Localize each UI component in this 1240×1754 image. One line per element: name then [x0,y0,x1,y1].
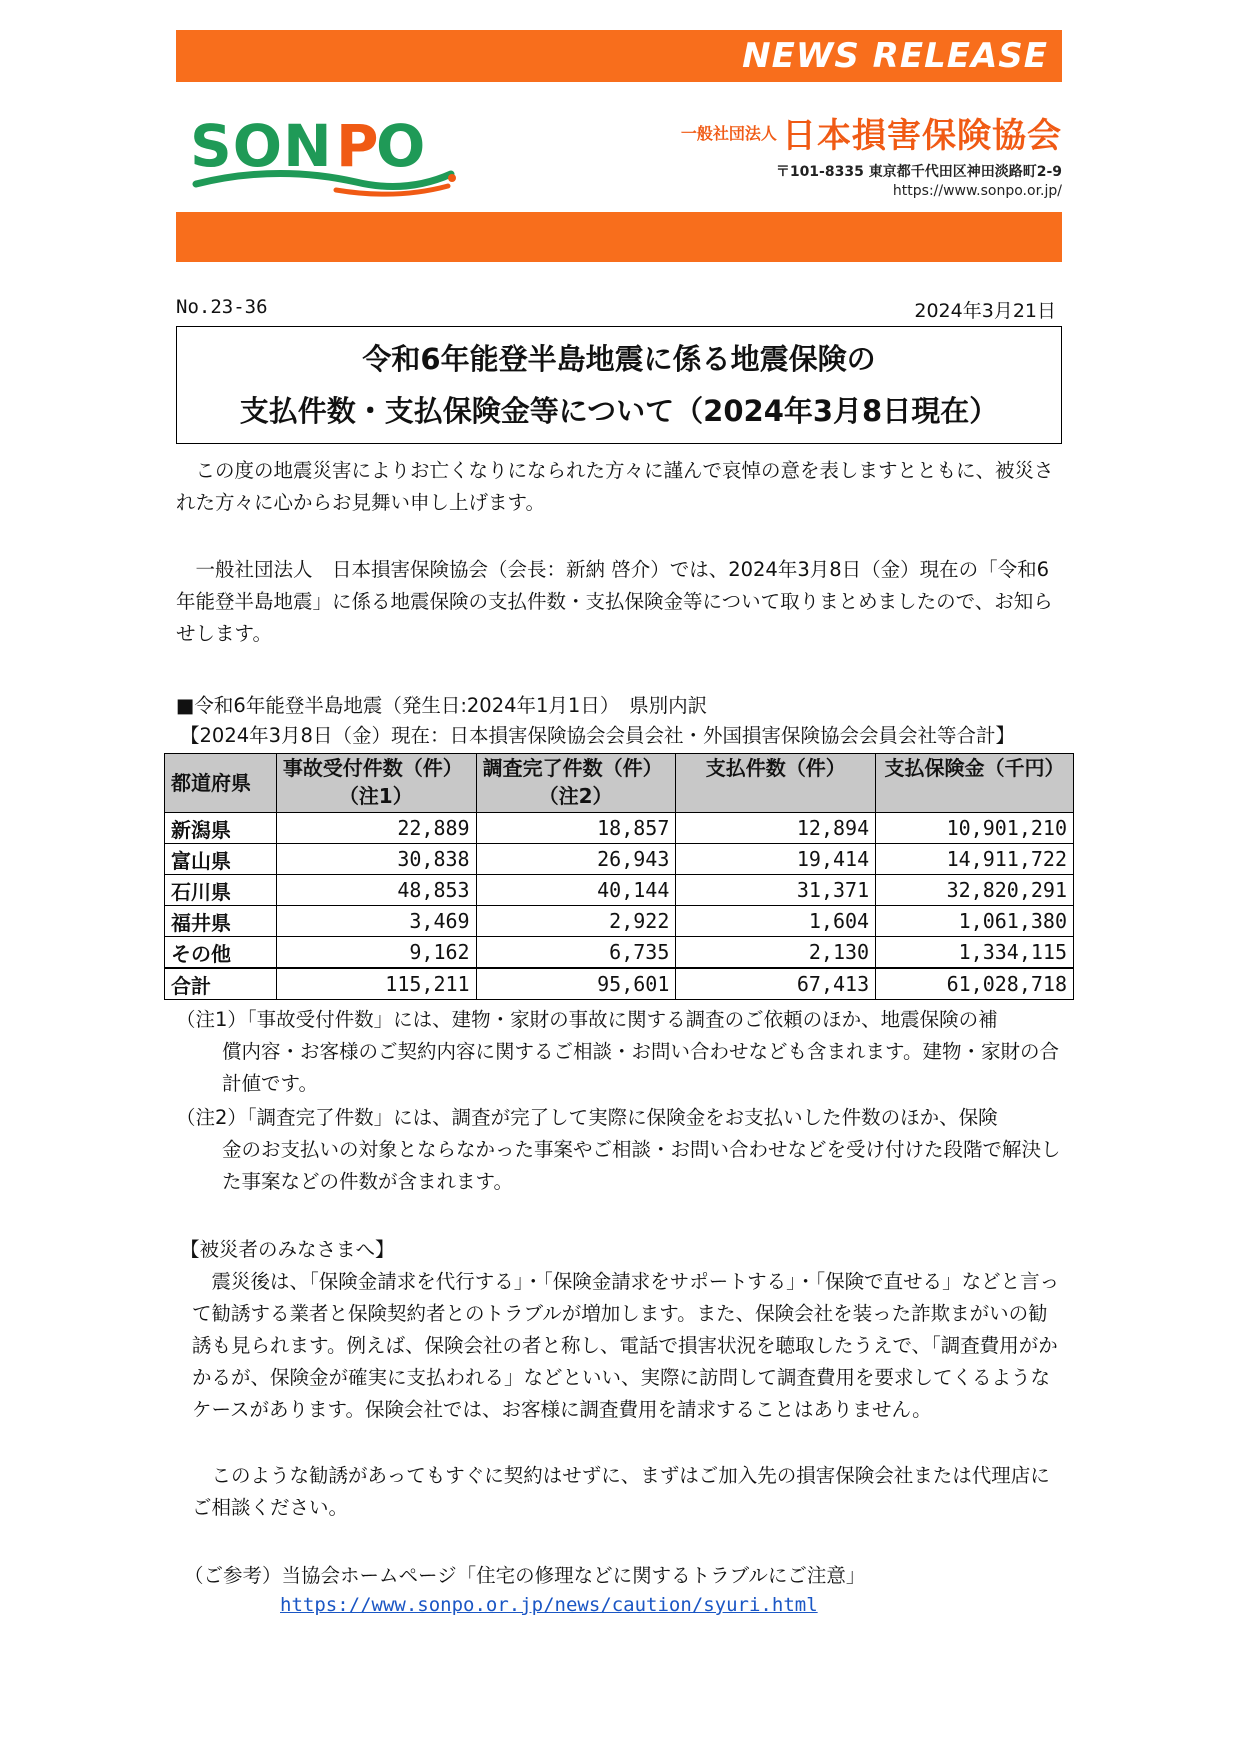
sonpo-logo [186,104,476,204]
header-surveyed-note: （注2） [538,784,613,808]
cell-paid-count: 19,414 [676,844,876,875]
note-1-continuation: 償内容・お客様のご契約内容に関するご相談・お問い合わせなども含まれます。建物・家財の合計値です。 [222,1040,1059,1095]
header-accepted-note: （注1） [338,784,413,808]
table-total-row [165,968,1074,1000]
table-row [165,844,1074,875]
cell-surveyed: 18,857 [476,813,676,844]
note-1-lead: （注1）「事故受付件数」には、建物・家財の事故に関する調査のご依頼のほか、地震保険の補 [176,1008,998,1031]
cell-total-surveyed: 95,601 [476,968,676,1000]
cell-surveyed: 40,144 [476,875,676,906]
intro-paragraph-1: この度の地震災害によりお亡くなりになられた方々に謹んで哀悼の意を表しますとともに、被災された方々に心からお見舞い申し上げます。 [176,459,1054,514]
cell-paid-count: 1,604 [676,906,876,937]
cell-prefecture: 石川県 [165,875,277,906]
table-header-row [165,754,1074,813]
table-row [165,937,1074,969]
header-surveyed-label: 調査完了件数（件） [482,756,663,780]
reference-link[interactable]: https://www.sonpo.or.jp/news/caution/syuri.html [280,1594,818,1616]
banner-title: NEWS RELEASE [742,36,1048,76]
header-prefecture: 都道府県 [165,754,277,813]
note-2-continuation: 金のお支払いの対象とならなかった事案やご相談・お問い合わせなどを受け付けた段階で解決した事案などの件数が含まれます。 [222,1138,1061,1193]
cell-prefecture: 富山県 [165,844,277,875]
header-paid-amount: 支払保険金（千円） [876,754,1074,813]
cell-total-paid-count: 67,413 [676,968,876,1000]
cell-paid-amount: 14,911,722 [876,844,1074,875]
header-surveyed [476,754,676,813]
cell-surveyed: 2,922 [476,906,676,937]
assoc-url[interactable]: https://www.sonpo.or.jp/ [892,183,1062,199]
cell-total-label: 合計 [165,968,277,1000]
cell-accepted: 9,162 [276,937,476,969]
header-paid-count: 支払件数（件） [676,754,876,813]
cell-prefecture: 新潟県 [165,813,277,844]
table-row [165,906,1074,937]
document-date: 2024年3月21日 [914,300,1056,322]
victims-paragraph-2: このような勧誘があってもすぐに契約はせずに、まずはご加入先の損害保険会社または代理店にご相談ください。 [192,1464,1050,1519]
cell-accepted: 48,853 [276,875,476,906]
title-line-2: 支払件数・支払保険金等について（2024年3月8日現在） [239,394,999,428]
cell-accepted: 3,469 [276,906,476,937]
cell-prefecture: 福井県 [165,906,277,937]
cell-prefecture: その他 [165,937,277,969]
svg-text:SON: SON [190,112,333,180]
title-box [176,326,1062,444]
table-subheading: 【2024年3月8日（金）現在：日本損害保険協会会員会社・外国損害保険協会会員会社等合計】 [180,724,1015,747]
table-row [165,875,1074,906]
cell-paid-amount: 10,901,210 [876,813,1074,844]
title-line-1: 令和6年能登半島地震に係る地震保険の [362,342,876,376]
victims-paragraph-1: 震災後は、「保険金請求を代行する」・「保険金請求をサポートする」・「保険で直せる」などと言って勧誘する業者と保険契約者とのトラブルが増加します。また、保険会社を装った詐欺まがいの勧誘も見られます。例えば、保険会社の者と称し、電話で損害状況を聴取したうえで、「調査費用がかかるが、保険金が確実に支払われる」などといい、実際に訪問して調査費用を要求してくるようなケースがあります。保険会社では、お客様に調査費用を請求することはありません。 [192,1270,1060,1421]
cell-accepted: 30,838 [276,844,476,875]
svg-text:O: O [376,112,426,180]
intro-paragraph-2: 一般社団法人 日本損害保険協会（会長：新納 啓介）では、2024年3月8日（金）現在の「令和6年能登半島地震」に係る地震保険の支払件数・支払保険金等について取りまとめましたので、お知らせします。 [176,558,1053,645]
assoc-prefix: 一般社団法人 [680,124,777,143]
association-block [681,108,1062,199]
cell-paid-amount: 1,061,380 [876,906,1074,937]
cell-paid-count: 31,371 [676,875,876,906]
header-accepted-label: 事故受付件数（件） [282,756,463,780]
note-1 [176,1004,1062,1100]
table-heading: ■令和6年能登半島地震（発生日:2024年1月1日） 県別内訳 [176,694,708,717]
cell-surveyed: 26,943 [476,844,676,875]
orange-divider-bar [176,212,1062,262]
cell-total-accepted: 115,211 [276,968,476,1000]
header-accepted [276,754,476,813]
table-row [165,813,1074,844]
news-release-banner [176,30,1062,82]
cell-total-paid-amount: 61,028,718 [876,968,1074,1000]
prefecture-table [164,753,1074,1000]
victims-heading: 【被災者のみなさまへ】 [180,1238,395,1261]
cell-paid-amount: 1,334,115 [876,937,1074,969]
note-2-lead: （注2）「調査完了件数」には、調査が完了して実際に保険金をお支払いした件数のほか、保険 [176,1106,998,1129]
cell-accepted: 22,889 [276,813,476,844]
cell-paid-count: 2,130 [676,937,876,969]
document-number: No.23-36 [176,296,268,318]
note-2 [176,1102,1062,1198]
cell-surveyed: 6,735 [476,937,676,969]
assoc-address: 〒101-8335 東京都千代田区神田淡路町2-9 [775,164,1062,180]
assoc-name: 日本損害保険協会 [782,116,1062,156]
svg-text:P: P [336,112,379,180]
cell-paid-amount: 32,820,291 [876,875,1074,906]
cell-paid-count: 12,894 [676,813,876,844]
reference-label: （ご参考）当協会ホームページ「住宅の修理などに関するトラブルにご注意」 [184,1564,866,1587]
